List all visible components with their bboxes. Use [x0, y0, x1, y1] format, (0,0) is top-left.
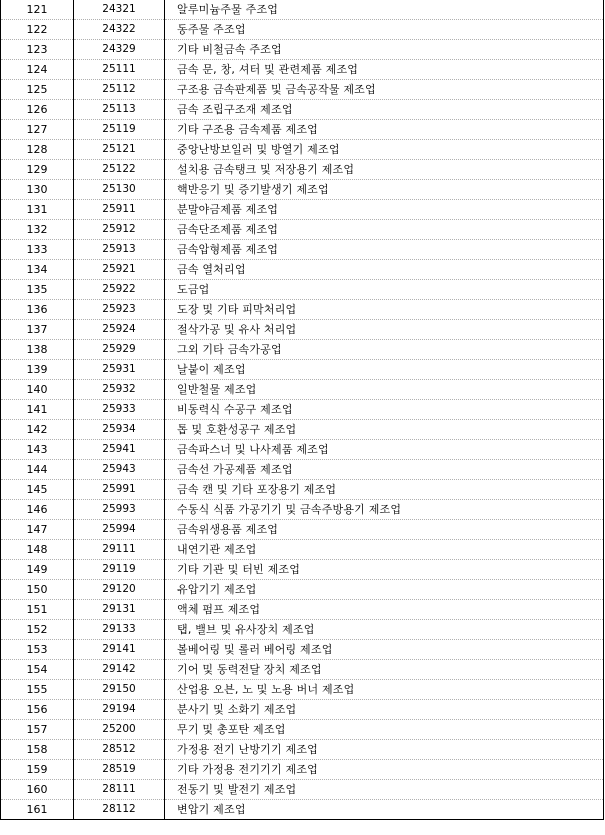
row-number-cell: 142: [1, 420, 74, 440]
table-row: [1, 220, 604, 240]
industry-code-cell: 25921: [74, 260, 165, 280]
table-row: [1, 740, 604, 760]
industry-name-cell: 분말야금제품 제조업: [165, 200, 604, 220]
industry-name-cell: 탭, 밸브 및 유사장치 제조업: [165, 620, 604, 640]
table-row: [1, 480, 604, 500]
table-row: [1, 780, 604, 800]
industry-code-cell: 25941: [74, 440, 165, 460]
table-row: [1, 280, 604, 300]
industry-name-cell: 기타 기관 및 터빈 제조업: [165, 560, 604, 580]
table-row: [1, 420, 604, 440]
industry-name-cell: 금속 캔 및 기타 포장용기 제조업: [165, 480, 604, 500]
industry-name-cell: 금속압형제품 제조업: [165, 240, 604, 260]
row-number-cell: 122: [1, 20, 74, 40]
table-row: [1, 620, 604, 640]
industry-code-cell: 25922: [74, 280, 165, 300]
table-row: [1, 260, 604, 280]
industry-name-cell: 날붙이 제조업: [165, 360, 604, 380]
industry-name-cell: 금속 문, 창, 셔터 및 관련제품 제조업: [165, 60, 604, 80]
industry-code-cell: 25130: [74, 180, 165, 200]
table-row: [1, 180, 604, 200]
industry-name-cell: 무기 및 총포탄 제조업: [165, 720, 604, 740]
industry-code-cell: 29131: [74, 600, 165, 620]
row-number-cell: 124: [1, 60, 74, 80]
row-number-cell: 128: [1, 140, 74, 160]
industry-name-cell: 핵반응기 및 증기발생기 제조업: [165, 180, 604, 200]
industry-code-cell: 28512: [74, 740, 165, 760]
table-row: [1, 660, 604, 680]
industry-code-cell: 25112: [74, 80, 165, 100]
industry-code-cell: 29119: [74, 560, 165, 580]
table-row: [1, 680, 604, 700]
table-row: [1, 460, 604, 480]
industry-name-cell: 볼베어링 및 롤러 베어링 제조업: [165, 640, 604, 660]
industry-name-cell: 설치용 금속탱크 및 저장용기 제조업: [165, 160, 604, 180]
industry-code-cell: 29142: [74, 660, 165, 680]
industry-name-cell: 금속위생용품 제조업: [165, 520, 604, 540]
row-number-cell: 123: [1, 40, 74, 60]
industry-code-cell: 25993: [74, 500, 165, 520]
row-number-cell: 134: [1, 260, 74, 280]
table-row: [1, 300, 604, 320]
industry-code-cell: 25931: [74, 360, 165, 380]
row-number-cell: 151: [1, 600, 74, 620]
row-number-cell: 160: [1, 780, 74, 800]
table-row: [1, 640, 604, 660]
row-number-cell: 149: [1, 560, 74, 580]
industry-name-cell: 절삭가공 및 유사 처리업: [165, 320, 604, 340]
industry-name-cell: 전동기 및 발전기 제조업: [165, 780, 604, 800]
industry-name-cell: 금속 열처리업: [165, 260, 604, 280]
industry-code-cell: 25913: [74, 240, 165, 260]
industry-name-cell: 비동력식 수공구 제조업: [165, 400, 604, 420]
row-number-cell: 139: [1, 360, 74, 380]
industry-code-cell: 29150: [74, 680, 165, 700]
industry-code-cell: 25111: [74, 60, 165, 80]
industry-code-cell: 25119: [74, 120, 165, 140]
industry-name-cell: 구조용 금속판제품 및 금속공작물 제조업: [165, 80, 604, 100]
row-number-cell: 156: [1, 700, 74, 720]
table-row: [1, 800, 604, 820]
industry-code-cell: 25923: [74, 300, 165, 320]
row-number-cell: 159: [1, 760, 74, 780]
industry-code-cell: 24329: [74, 40, 165, 60]
table-row: [1, 40, 604, 60]
industry-code-cell: 25991: [74, 480, 165, 500]
row-number-cell: 137: [1, 320, 74, 340]
table-row: [1, 500, 604, 520]
industry-name-cell: 중앙난방보일러 및 방열기 제조업: [165, 140, 604, 160]
table-row: [1, 60, 604, 80]
industry-name-cell: 일반철물 제조업: [165, 380, 604, 400]
industry-name-cell: 수동식 식품 가공기기 및 금속주방용기 제조업: [165, 500, 604, 520]
table-row: [1, 100, 604, 120]
row-number-cell: 144: [1, 460, 74, 480]
industry-code-cell: 25932: [74, 380, 165, 400]
table-row: [1, 320, 604, 340]
table-row: [1, 520, 604, 540]
row-number-cell: 130: [1, 180, 74, 200]
table-row: [1, 400, 604, 420]
table-row: [1, 20, 604, 40]
industry-code-cell: 25924: [74, 320, 165, 340]
table-row: [1, 160, 604, 180]
row-number-cell: 131: [1, 200, 74, 220]
industry-code-cell: 28519: [74, 760, 165, 780]
row-number-cell: 146: [1, 500, 74, 520]
industry-name-cell: 그외 기타 금속가공업: [165, 340, 604, 360]
row-number-cell: 143: [1, 440, 74, 460]
row-number-cell: 126: [1, 100, 74, 120]
industry-name-cell: 변압기 제조업: [165, 800, 604, 820]
industry-code-cell: 29133: [74, 620, 165, 640]
industry-name-cell: 기타 가정용 전기기기 제조업: [165, 760, 604, 780]
industry-name-cell: 톱 및 호환성공구 제조업: [165, 420, 604, 440]
row-number-cell: 121: [1, 0, 74, 20]
row-number-cell: 141: [1, 400, 74, 420]
row-number-cell: 125: [1, 80, 74, 100]
industry-name-cell: 분사기 및 소화기 제조업: [165, 700, 604, 720]
table-body: [1, 0, 604, 820]
table-row: [1, 720, 604, 740]
table-row: [1, 580, 604, 600]
table-row: [1, 360, 604, 380]
industry-code-cell: 25200: [74, 720, 165, 740]
industry-code-cell: 25934: [74, 420, 165, 440]
industry-name-cell: 도장 및 기타 피막처리업: [165, 300, 604, 320]
industry-code-cell: 25933: [74, 400, 165, 420]
row-number-cell: 150: [1, 580, 74, 600]
industry-name-cell: 금속파스너 및 나사제품 제조업: [165, 440, 604, 460]
industry-name-cell: 가정용 전기 난방기기 제조업: [165, 740, 604, 760]
table-row: [1, 140, 604, 160]
table-row: [1, 200, 604, 220]
row-number-cell: 154: [1, 660, 74, 680]
table-row: [1, 560, 604, 580]
row-number-cell: 147: [1, 520, 74, 540]
row-number-cell: 138: [1, 340, 74, 360]
industry-code-cell: 28111: [74, 780, 165, 800]
industry-code-cell: 25943: [74, 460, 165, 480]
industry-code-cell: 24322: [74, 20, 165, 40]
row-number-cell: 153: [1, 640, 74, 660]
row-number-cell: 145: [1, 480, 74, 500]
industry-name-cell: 산업용 오븐, 노 및 노용 버너 제조업: [165, 680, 604, 700]
row-number-cell: 133: [1, 240, 74, 260]
row-number-cell: 136: [1, 300, 74, 320]
row-number-cell: 155: [1, 680, 74, 700]
row-number-cell: 148: [1, 540, 74, 560]
industry-code-cell: 29141: [74, 640, 165, 660]
table-row: [1, 600, 604, 620]
table-row: [1, 120, 604, 140]
industry-name-cell: 도금업: [165, 280, 604, 300]
industry-code-cell: 29111: [74, 540, 165, 560]
industry-name-cell: 동주물 주조업: [165, 20, 604, 40]
table-row: [1, 380, 604, 400]
row-number-cell: 129: [1, 160, 74, 180]
table-row: [1, 240, 604, 260]
industry-name-cell: 액체 펌프 제조업: [165, 600, 604, 620]
table-row: [1, 0, 604, 20]
industry-name-cell: 기타 구조용 금속제품 제조업: [165, 120, 604, 140]
industry-code-cell: 29194: [74, 700, 165, 720]
table-row: [1, 440, 604, 460]
row-number-cell: 152: [1, 620, 74, 640]
industry-name-cell: 금속 조립구조재 제조업: [165, 100, 604, 120]
industry-code-cell: 25994: [74, 520, 165, 540]
industry-name-cell: 금속단조제품 제조업: [165, 220, 604, 240]
row-number-cell: 127: [1, 120, 74, 140]
table-row: [1, 80, 604, 100]
row-number-cell: 132: [1, 220, 74, 240]
table-row: [1, 700, 604, 720]
table-row: [1, 760, 604, 780]
industry-code-cell: 25911: [74, 200, 165, 220]
industry-code-cell: 28112: [74, 800, 165, 820]
industry-code-cell: 25929: [74, 340, 165, 360]
industry-code-cell: 25113: [74, 100, 165, 120]
industry-code-cell: 25122: [74, 160, 165, 180]
industry-name-cell: 유압기기 제조업: [165, 580, 604, 600]
row-number-cell: 140: [1, 380, 74, 400]
row-number-cell: 157: [1, 720, 74, 740]
industry-code-cell: 24321: [74, 0, 165, 20]
table-row: [1, 340, 604, 360]
row-number-cell: 135: [1, 280, 74, 300]
industry-name-cell: 내연기관 제조업: [165, 540, 604, 560]
industry-name-cell: 기어 및 동력전달 장치 제조업: [165, 660, 604, 680]
industry-name-cell: 금속선 가공제품 제조업: [165, 460, 604, 480]
row-number-cell: 161: [1, 800, 74, 820]
industry-code-cell: 29120: [74, 580, 165, 600]
row-number-cell: 158: [1, 740, 74, 760]
industry-code-cell: 25912: [74, 220, 165, 240]
industry-code-cell: 25121: [74, 140, 165, 160]
industry-name-cell: 기타 비철금속 주조업: [165, 40, 604, 60]
table-row: [1, 540, 604, 560]
industry-name-cell: 알루미늄주물 주조업: [165, 0, 604, 20]
